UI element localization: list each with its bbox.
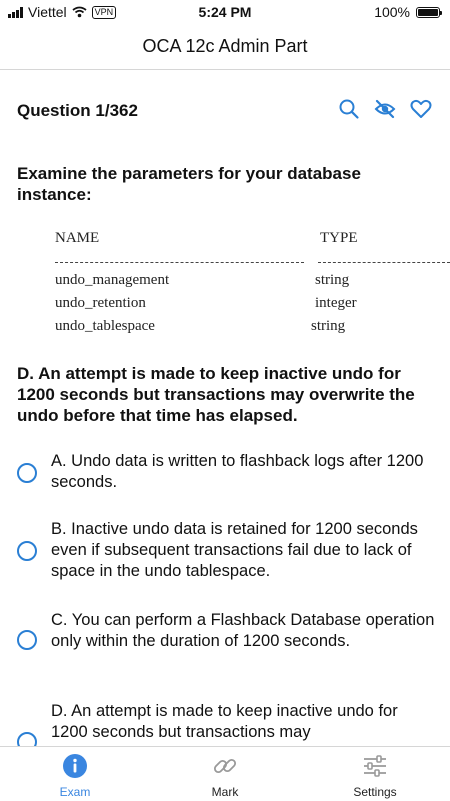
table-header [55,230,450,258]
table-row [55,295,450,318]
table-row [55,272,450,295]
carrier-name: Viettel [28,4,67,20]
option-d[interactable] [17,701,437,745]
link-icon [212,753,238,779]
tab-exam[interactable] [0,747,150,801]
radio-button[interactable] [17,541,37,561]
tab-label: Exam [59,785,91,799]
param-name: undo_management [55,272,170,288]
battery-percent: 100% [374,4,410,20]
tab-label: Mark [211,785,239,799]
page-title: OCA 12c Admin Part [142,36,308,56]
tab-settings[interactable] [300,747,450,801]
info-icon [62,753,88,779]
status-time: 5:24 PM [198,4,252,20]
column-header-type: TYPE [320,230,358,246]
option-a[interactable] [17,451,437,495]
param-type: string [311,318,346,334]
param-name: undo_retention [55,295,146,311]
radio-button[interactable] [17,630,37,650]
option-text: A. Undo data is written to flashback logs after 1200 seconds. [51,452,424,491]
option-text: D. An attempt is made to keep inactive undo for 1200 seconds but transactions may [51,702,398,741]
param-type: string [315,272,350,288]
question-actions [338,98,432,120]
option-b[interactable] [17,519,437,585]
question-header [17,98,432,124]
question-text: Examine the parameters for your database instance: [17,164,361,204]
param-name: undo_tablespace [55,318,155,334]
heart-icon[interactable] [410,98,432,120]
option-text: C. You can perform a Flashback Database operation only within the duration of 1200 seconds. [51,611,435,650]
table-divider [55,258,450,272]
status-right [374,4,440,20]
nav-bar [0,24,450,70]
vpn-badge: VPN [92,6,117,19]
tab-mark[interactable] [150,747,300,801]
option-c[interactable] [17,610,437,676]
option-text: B. Inactive undo data is retained for 1200 seconds even if subsequent transactions fail due to lack of space in the undo tablespace. [51,520,418,580]
eye-slash-icon[interactable] [374,98,396,120]
battery-icon [416,7,440,18]
radio-button[interactable] [17,463,37,483]
parameter-table [55,230,450,341]
column-header-name: NAME [55,230,100,246]
tab-bar [0,746,450,801]
question-counter: Question 1/362 [17,101,138,120]
status-bar [0,0,450,24]
correct-answer-text: D. An attempt is made to keep inactive undo for 1200 seconds but transactions may overwrite the undo before that time has elapsed. [17,364,415,425]
param-type: integer [315,295,357,311]
table-row [55,318,450,341]
tab-label: Settings [353,785,397,799]
search-icon[interactable] [338,98,360,120]
sliders-icon [362,753,388,779]
